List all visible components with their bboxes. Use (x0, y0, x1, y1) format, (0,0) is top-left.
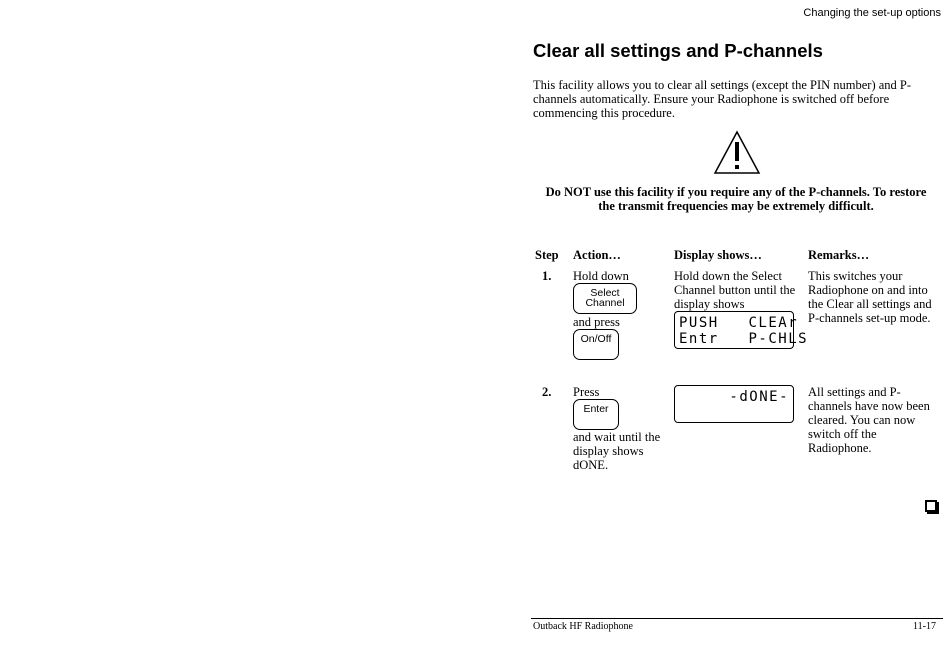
key-label-line: Channel (585, 297, 625, 309)
key-label-line: On/Off (580, 333, 612, 345)
key-label-line: Enter (583, 403, 609, 415)
lcd-display (674, 385, 794, 423)
action-text: and press (573, 315, 620, 329)
step-number: 1. (542, 269, 552, 283)
on-off-key (573, 329, 619, 360)
page-number: 11-17 (913, 621, 936, 632)
column-header-step: Step (535, 248, 559, 262)
column-header-display: Display shows… (674, 248, 762, 262)
page-title: Clear all settings and P-channels (533, 40, 823, 61)
display-instruction: Hold down the Select Channel button until the display shows (674, 269, 796, 311)
column-header-action: Action… (573, 248, 621, 262)
intro-paragraph: This facility allows you to clear all settings (except the PIN number) and P-channels automatically. Ensure your Radiophone is switched off before commencing this procedure. (533, 78, 912, 120)
lcd-line: PUSH CLEAr (679, 315, 799, 331)
lcd-display (674, 311, 809, 349)
select-channel-key (573, 283, 637, 314)
column-header-remarks: Remarks… (808, 248, 870, 262)
running-head: Changing the set-up options (803, 7, 941, 19)
footer-title: Outback HF Radiophone (533, 621, 633, 632)
remarks-text: All settings and P-channels have now been cleared. You can now switch off the Radiophone. (808, 385, 930, 455)
end-of-section-box-icon (925, 500, 937, 512)
remarks-text: This switches your Radiophone on and into the Clear all settings and P-channels set-up mode. (808, 269, 932, 325)
key-label-line: Select (590, 287, 620, 299)
action-text: Hold down (573, 269, 629, 283)
action-text: and wait until the display shows dONE. (573, 430, 661, 472)
action-text: Press (573, 385, 600, 399)
footer-rule (531, 618, 943, 619)
lcd-line: Entr P-CHLS (679, 331, 809, 347)
enter-key (573, 399, 619, 430)
warning-triangle-icon (713, 130, 761, 175)
lcd-line: -dONE- (729, 389, 789, 405)
step-number: 2. (542, 385, 552, 399)
warning-text: Do NOT use this facility if you require any of the P-channels. To restore the transmit frequencies may be extremely difficult. (545, 185, 927, 213)
